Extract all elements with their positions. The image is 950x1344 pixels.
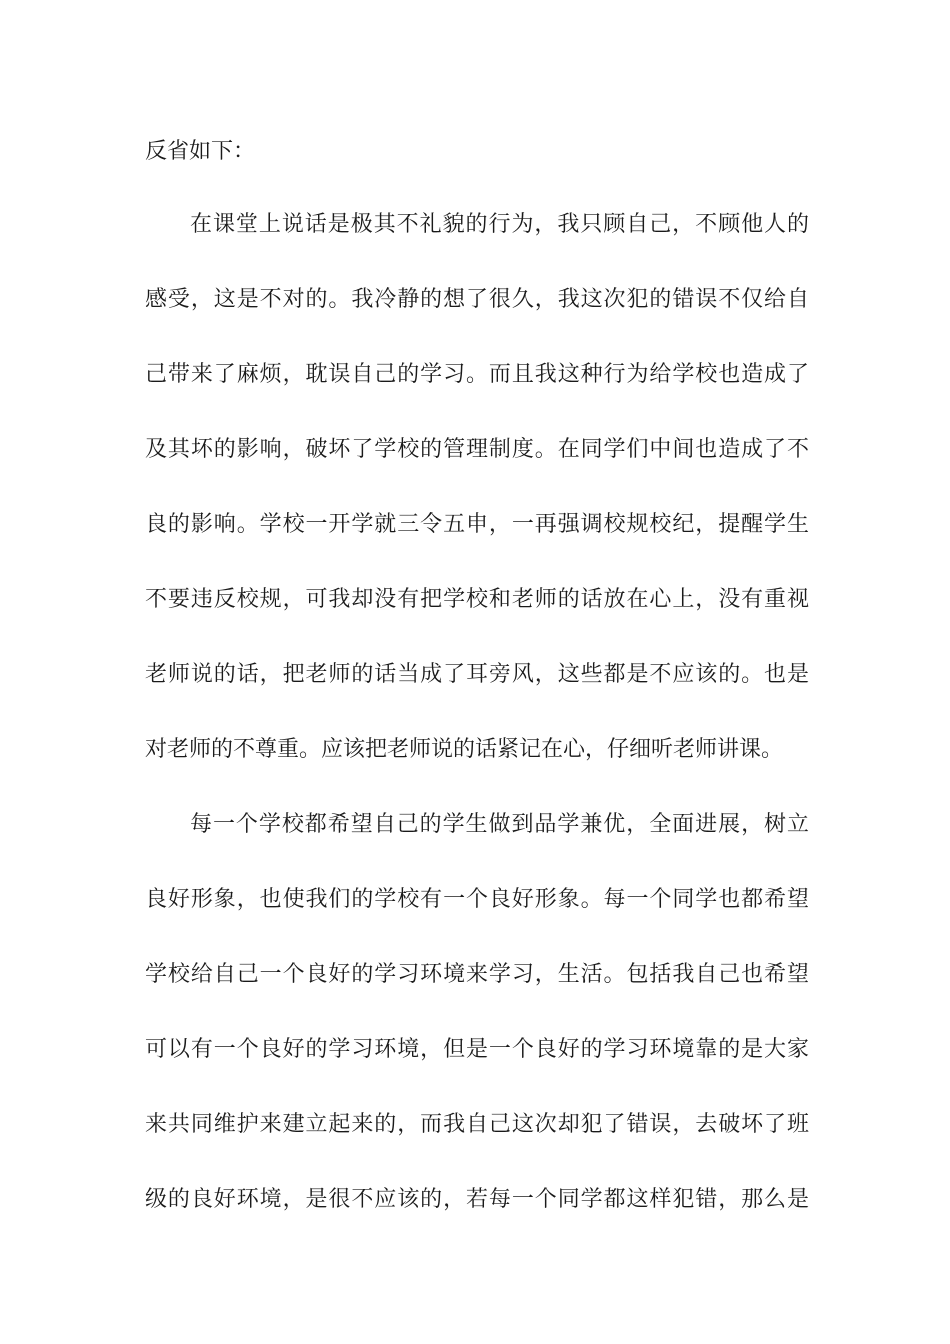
text-line: 不要违反校规，可我却没有把学校和老师的话放在心上，没有重视 xyxy=(145,587,809,612)
text-line: 可以有一个良好的学习环境，但是一个良好的学习环境靠的是大家 xyxy=(145,1037,809,1062)
text-line: 良好形象，也使我们的学校有一个良好形象。每一个同学也都希望 xyxy=(145,887,809,912)
text-line: 老师说的话，把老师的话当成了耳旁风，这些都是不应该的。也是 xyxy=(145,662,809,687)
text-line: 级的良好环境，是很不应该的，若每一个同学都这样犯错，那么是 xyxy=(145,1187,809,1212)
text-line: 及其坏的影响，破坏了学校的管理制度。在同学们中间也造成了不 xyxy=(145,437,809,462)
text-line: 良的影响。学校一开学就三令五申，一再强调校规校纪，提醒学生 xyxy=(145,512,809,537)
text-line: 来共同维护来建立起来的，而我自己这次却犯了错误，去破坏了班 xyxy=(145,1112,809,1137)
text-line: 在课堂上说话是极其不礼貌的行为，我只顾自己，不顾他人的 xyxy=(190,212,809,237)
text-line: 学校给自己一个良好的学习环境来学习，生活。包括我自己也希望 xyxy=(145,962,809,987)
text-line-heading: 反省如下： xyxy=(145,139,256,164)
text-line: 对老师的不尊重。应该把老师说的话紧记在心，仔细听老师讲课。 xyxy=(145,737,784,762)
text-line: 己带来了麻烦，耽误自己的学习。而且我这种行为给学校也造成了 xyxy=(145,362,809,387)
text-line: 每一个学校都希望自己的学生做到品学兼优，全面进展，树立 xyxy=(190,812,809,837)
text-line: 感受，这是不对的。我冷静的想了很久，我这次犯的错误不仅给自 xyxy=(145,287,809,312)
